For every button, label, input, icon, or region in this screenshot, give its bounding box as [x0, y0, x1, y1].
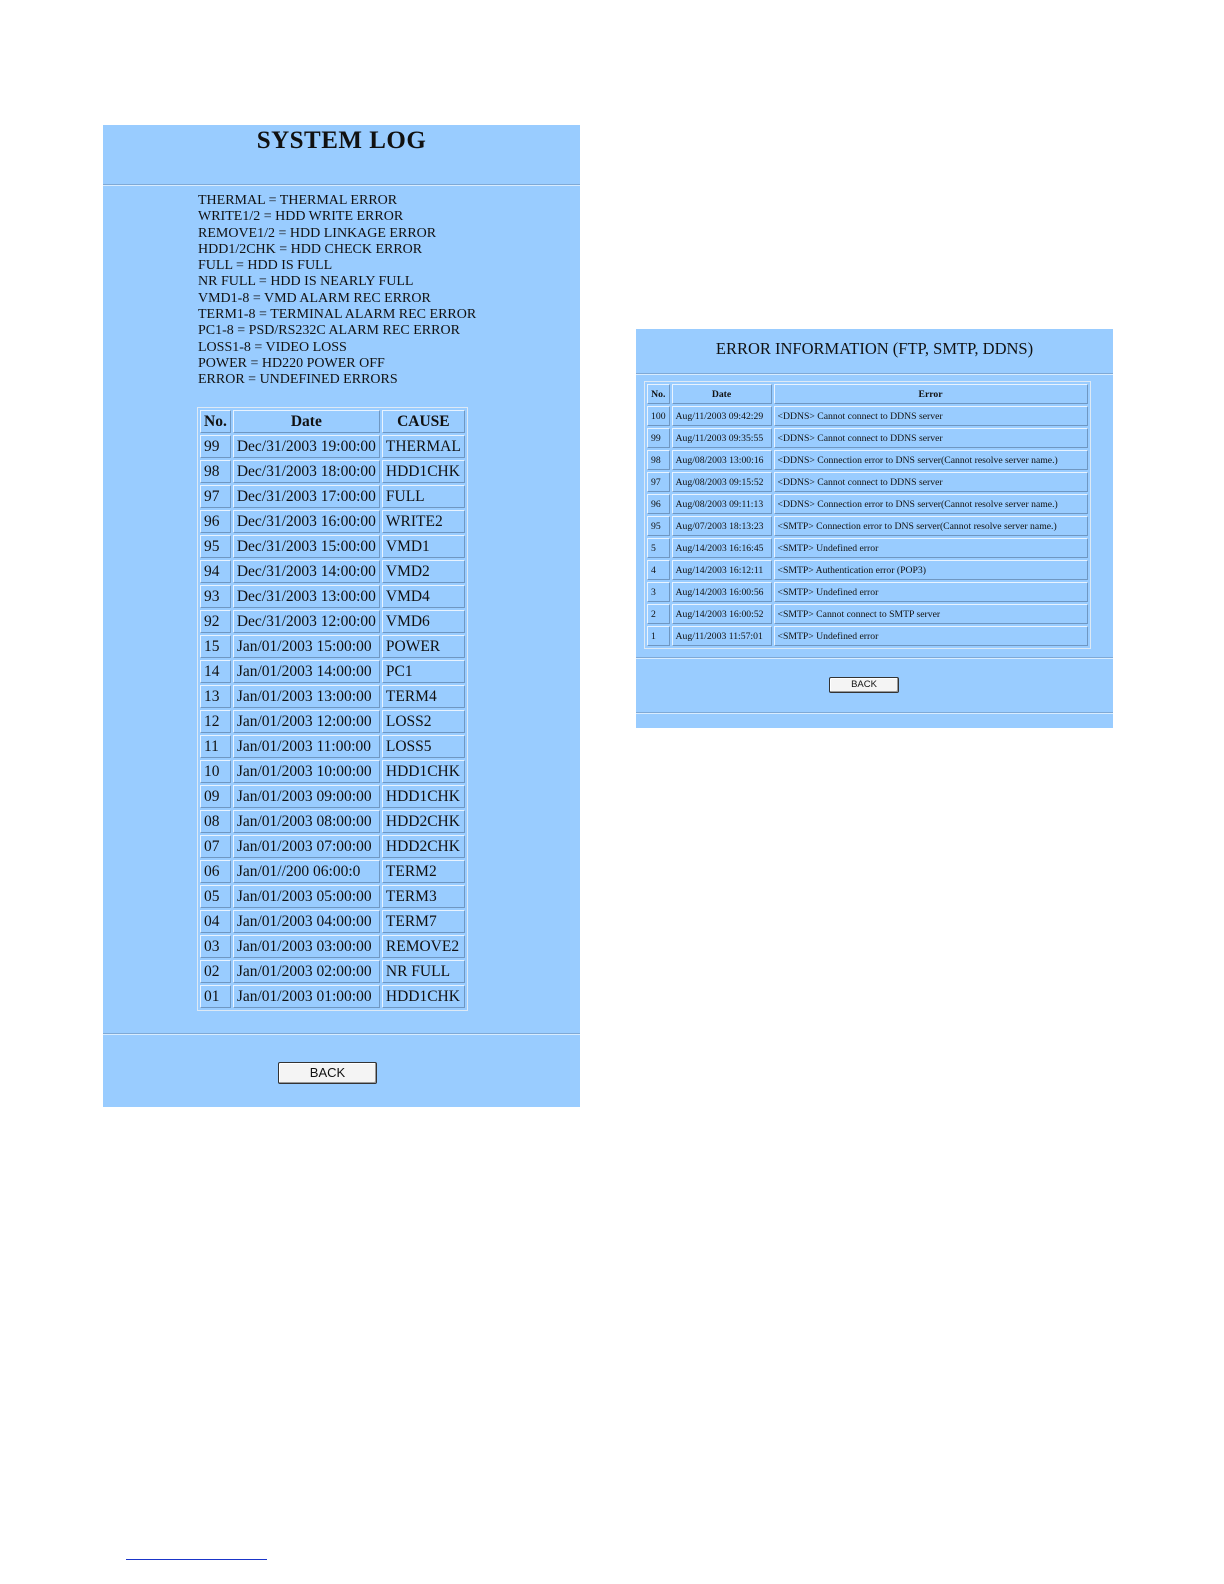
table-cell-cause: HDD2CHK — [382, 810, 465, 833]
column-header-no: No. — [647, 384, 670, 404]
table-cell-date: Dec/31/2003 18:00:00 — [233, 460, 380, 483]
table-cell-no: 09 — [200, 785, 231, 808]
table-cell-date: Aug/14/2003 16:00:56 — [672, 582, 772, 602]
table-cell-date: Aug/11/2003 11:57:01 — [672, 626, 772, 646]
table-cell-date: Aug/08/2003 09:11:13 — [672, 494, 772, 514]
table-cell-date: Jan/01/2003 11:00:00 — [233, 735, 380, 758]
table-cell-date: Jan/01/2003 04:00:00 — [233, 910, 380, 933]
table-row — [200, 660, 465, 683]
table-cell-no: 95 — [200, 535, 231, 558]
error-info-table — [644, 381, 1091, 649]
table-cell-cause: THERMAL — [382, 435, 465, 458]
table-cell-date: Jan/01/2003 03:00:00 — [233, 935, 380, 958]
table-row — [200, 885, 465, 908]
legend-line: FULL = HDD IS FULL — [198, 258, 333, 274]
table-cell-cause: VMD1 — [382, 535, 465, 558]
table-cell-cause: LOSS5 — [382, 735, 465, 758]
table-row — [647, 450, 1088, 470]
table-cell-date: Jan/01/2003 07:00:00 — [233, 835, 380, 858]
table-row — [200, 560, 465, 583]
table-cell-cause: POWER — [382, 635, 465, 658]
table-cell-cause: PC1 — [382, 660, 465, 683]
table-row — [200, 710, 465, 733]
table-cell-date: Dec/31/2003 15:00:00 — [233, 535, 380, 558]
table-cell-no: 06 — [200, 860, 231, 883]
table-row — [200, 485, 465, 508]
table-cell-err: <SMTP> Cannot connect to SMTP server — [774, 604, 1088, 624]
table-cell-cause: REMOVE2 — [382, 935, 465, 958]
table-cell-err: <SMTP> Undefined error — [774, 538, 1088, 558]
table-row — [647, 472, 1088, 492]
table-cell-date: Aug/08/2003 09:15:52 — [672, 472, 772, 492]
table-cell-date: Jan/01/2003 08:00:00 — [233, 810, 380, 833]
table-cell-cause: VMD6 — [382, 610, 465, 633]
divider — [103, 1033, 580, 1035]
table-row — [647, 604, 1088, 624]
table-header-row — [200, 410, 465, 433]
legend-line: WRITE1/2 = HDD WRITE ERROR — [198, 209, 404, 225]
table-cell-cause: TERM7 — [382, 910, 465, 933]
table-cell-date: Aug/11/2003 09:42:29 — [672, 406, 772, 426]
table-cell-err: <DDNS> Cannot connect to DDNS server — [774, 428, 1088, 448]
table-cell-no: 13 — [200, 685, 231, 708]
table-cell-date: Jan/01/2003 12:00:00 — [233, 710, 380, 733]
table-cell-err: <DDNS> Connection error to DNS server(Cannot resolve server name.) — [774, 494, 1088, 514]
legend-line: LOSS1-8 = VIDEO LOSS — [198, 339, 347, 355]
table-cell-date: Jan/01/2003 14:00:00 — [233, 660, 380, 683]
legend-line: THERMAL = THERMAL ERROR — [198, 193, 398, 208]
legend-line: ERROR = UNDEFINED ERRORS — [198, 372, 398, 388]
table-cell-no: 2 — [647, 604, 670, 624]
table-cell-cause: HDD1CHK — [382, 785, 465, 808]
table-cell-no: 15 — [200, 635, 231, 658]
table-row — [200, 835, 465, 858]
divider — [636, 373, 1113, 375]
column-header-error: Error — [774, 384, 1088, 404]
legend-line: TERM1-8 = TERMINAL ALARM REC ERROR — [198, 307, 477, 323]
table-cell-no: 100 — [647, 406, 670, 426]
cause-legend — [198, 193, 476, 389]
table-cell-no: 05 — [200, 885, 231, 908]
table-row — [647, 560, 1088, 580]
table-row — [200, 910, 465, 933]
table-row — [647, 494, 1088, 514]
footnote-separator — [126, 1559, 267, 1560]
table-cell-cause: NR FULL — [382, 960, 465, 983]
table-cell-no: 92 — [200, 610, 231, 633]
legend-line: HDD1/2CHK = HDD CHECK ERROR — [198, 241, 423, 257]
table-cell-no: 96 — [647, 494, 670, 514]
table-cell-date: Aug/14/2003 16:16:45 — [672, 538, 772, 558]
table-row — [200, 810, 465, 833]
table-row — [200, 735, 465, 758]
table-row — [200, 535, 465, 558]
table-cell-date: Aug/11/2003 09:35:55 — [672, 428, 772, 448]
table-cell-err: <DDNS> Connection error to DNS server(Cannot resolve server name.) — [774, 450, 1088, 470]
table-cell-cause: FULL — [382, 485, 465, 508]
table-cell-no: 93 — [200, 585, 231, 608]
table-cell-date: Jan/01/2003 01:00:00 — [233, 985, 380, 1008]
table-cell-err: <SMTP> Undefined error — [774, 582, 1088, 602]
table-cell-no: 1 — [647, 626, 670, 646]
table-cell-cause: HDD1CHK — [382, 460, 465, 483]
back-button[interactable]: BACK — [829, 677, 899, 693]
column-header-date: Date — [672, 384, 772, 404]
table-cell-date: Jan/01/2003 05:00:00 — [233, 885, 380, 908]
legend-line: REMOVE1/2 = HDD LINKAGE ERROR — [198, 225, 437, 241]
table-cell-no: 10 — [200, 760, 231, 783]
table-row — [647, 516, 1088, 536]
table-cell-cause: HDD1CHK — [382, 760, 465, 783]
table-row — [200, 610, 465, 633]
table-row — [200, 510, 465, 533]
table-row — [200, 985, 465, 1008]
system-log-title: SYSTEM LOG — [256, 127, 427, 154]
table-cell-no: 08 — [200, 810, 231, 833]
table-cell-no: 02 — [200, 960, 231, 983]
table-cell-cause: TERM3 — [382, 885, 465, 908]
system-log-rows — [200, 435, 465, 1008]
table-cell-no: 96 — [200, 510, 231, 533]
column-header-date: Date — [233, 410, 380, 433]
legend-line: POWER = HD220 POWER OFF — [198, 355, 385, 371]
table-cell-no: 99 — [647, 428, 670, 448]
table-cell-cause: HDD1CHK — [382, 985, 465, 1008]
column-header-cause: CAUSE — [382, 410, 465, 433]
error-info-panel — [636, 329, 1113, 728]
error-info-title: ERROR INFORMATION (FTP, SMTP, DDNS) — [715, 339, 1034, 358]
error-info-rows — [647, 406, 1088, 646]
table-cell-no: 95 — [647, 516, 670, 536]
table-header-row — [647, 384, 1088, 404]
table-row — [647, 428, 1088, 448]
table-cell-cause: VMD4 — [382, 585, 465, 608]
table-cell-no: 04 — [200, 910, 231, 933]
table-cell-no: 97 — [647, 472, 670, 492]
table-cell-no: 14 — [200, 660, 231, 683]
table-cell-no: 5 — [647, 538, 670, 558]
table-cell-err: <DDNS> Cannot connect to DDNS server — [774, 406, 1088, 426]
legend-line: VMD1-8 = VMD ALARM REC ERROR — [198, 290, 431, 306]
table-cell-no: 3 — [647, 582, 670, 602]
table-cell-date: Dec/31/2003 13:00:00 — [233, 585, 380, 608]
table-cell-err: <DDNS> Cannot connect to DDNS server — [774, 472, 1088, 492]
table-cell-no: 03 — [200, 935, 231, 958]
table-cell-cause: TERM2 — [382, 860, 465, 883]
table-cell-date: Jan/01/2003 15:00:00 — [233, 635, 380, 658]
table-cell-no: 4 — [647, 560, 670, 580]
table-cell-no: 12 — [200, 710, 231, 733]
table-cell-date: Aug/14/2003 16:00:52 — [672, 604, 772, 624]
table-row — [647, 538, 1088, 558]
table-cell-date: Dec/31/2003 17:00:00 — [233, 485, 380, 508]
table-cell-cause: WRITE2 — [382, 510, 465, 533]
table-row — [200, 860, 465, 883]
table-row — [200, 585, 465, 608]
system-log-table — [197, 407, 468, 1011]
legend-line: NR FULL = HDD IS NEARLY FULL — [198, 274, 414, 290]
system-log-panel — [103, 125, 580, 1107]
table-row — [200, 685, 465, 708]
divider — [636, 712, 1113, 714]
table-cell-err: <SMTP> Connection error to DNS server(Cannot resolve server name.) — [774, 516, 1088, 536]
table-cell-date: Jan/01/2003 10:00:00 — [233, 760, 380, 783]
table-cell-date: Jan/01//200 06:00:0 — [233, 860, 380, 883]
table-cell-no: 98 — [200, 460, 231, 483]
table-row — [200, 960, 465, 983]
table-row — [200, 935, 465, 958]
table-cell-date: Jan/01/2003 13:00:00 — [233, 685, 380, 708]
divider — [636, 657, 1113, 659]
table-row — [647, 406, 1088, 426]
table-row — [200, 435, 465, 458]
table-cell-date: Aug/07/2003 18:13:23 — [672, 516, 772, 536]
table-cell-date: Dec/31/2003 19:00:00 — [233, 435, 380, 458]
table-cell-cause: LOSS2 — [382, 710, 465, 733]
table-row — [200, 760, 465, 783]
table-cell-no: 11 — [200, 735, 231, 758]
table-cell-no: 07 — [200, 835, 231, 858]
table-row — [647, 582, 1088, 602]
table-row — [200, 785, 465, 808]
table-row — [200, 635, 465, 658]
table-row — [647, 626, 1088, 646]
table-cell-date: Dec/31/2003 14:00:00 — [233, 560, 380, 583]
table-cell-date: Dec/31/2003 12:00:00 — [233, 610, 380, 633]
table-cell-cause: HDD2CHK — [382, 835, 465, 858]
table-cell-err: <SMTP> Undefined error — [774, 626, 1088, 646]
table-cell-no: 97 — [200, 485, 231, 508]
table-cell-date: Jan/01/2003 09:00:00 — [233, 785, 380, 808]
table-cell-no: 01 — [200, 985, 231, 1008]
table-cell-no: 99 — [200, 435, 231, 458]
table-cell-date: Aug/14/2003 16:12:11 — [672, 560, 772, 580]
table-cell-err: <SMTP> Authentication error (POP3) — [774, 560, 1088, 580]
column-header-no: No. — [200, 410, 231, 433]
table-cell-cause: VMD2 — [382, 560, 465, 583]
divider — [103, 184, 580, 186]
table-row — [200, 460, 465, 483]
table-cell-date: Dec/31/2003 16:00:00 — [233, 510, 380, 533]
table-cell-cause: TERM4 — [382, 685, 465, 708]
legend-line: PC1-8 = PSD/RS232C ALARM REC ERROR — [198, 323, 460, 339]
table-cell-no: 98 — [647, 450, 670, 470]
table-cell-no: 94 — [200, 560, 231, 583]
table-cell-date: Jan/01/2003 02:00:00 — [233, 960, 380, 983]
back-button[interactable]: BACK — [278, 1062, 377, 1084]
table-cell-date: Aug/08/2003 13:00:16 — [672, 450, 772, 470]
